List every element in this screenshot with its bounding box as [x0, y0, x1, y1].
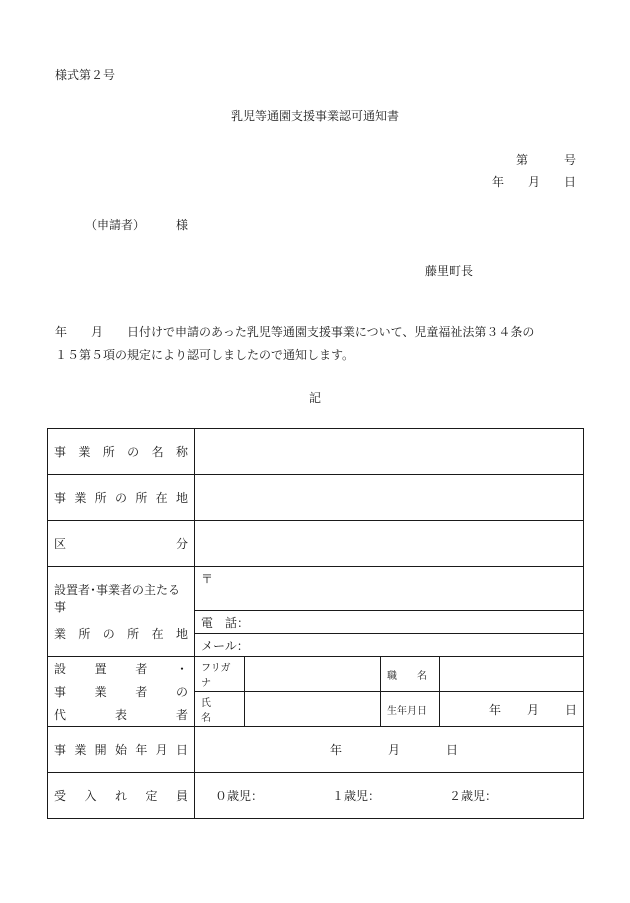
business-name-field[interactable]	[195, 429, 584, 475]
name-label: 氏 名	[195, 692, 245, 727]
representative-label: 設 置 者 ・ 事 業 者 の 代 表 者	[48, 657, 195, 727]
row-capacity	[48, 773, 584, 819]
ref-dai: 第	[516, 153, 529, 167]
furigana-field[interactable]	[245, 657, 381, 692]
business-location-field[interactable]	[195, 475, 584, 521]
honorific: 様	[176, 218, 189, 232]
capacity-field[interactable]	[195, 773, 584, 819]
birthdate-label: 生年月日	[381, 692, 440, 727]
age2-label: ２歳児：	[449, 789, 498, 803]
furigana-label: フリガナ	[195, 657, 245, 692]
applicant-label: （申請者）	[85, 218, 146, 232]
ki-heading: 記	[308, 391, 321, 405]
phone-label: 電 話：	[201, 615, 250, 630]
founder-address-field[interactable]	[195, 567, 584, 611]
email-label: メール：	[201, 638, 249, 653]
name-field[interactable]	[245, 692, 381, 727]
date-year: 年	[492, 175, 505, 189]
row-representative-1	[48, 657, 584, 692]
email-field[interactable]	[195, 634, 584, 657]
form-number: 様式第２号	[55, 68, 116, 82]
details-table	[47, 428, 584, 819]
row-business-location	[48, 475, 584, 521]
age1-label: １歳児：	[332, 789, 381, 803]
row-founder-address	[48, 567, 584, 611]
row-category	[48, 521, 584, 567]
row-business-name	[48, 429, 584, 475]
position-field[interactable]	[440, 657, 584, 692]
position-label: 職 名	[381, 657, 440, 692]
founder-address-label: 設置者･事業者の主たる事 業 所 の 所 在 地	[48, 567, 195, 657]
business-name-label: 事 業 所 の 名 称	[48, 429, 195, 475]
document-title: 乳児等通園支援事業認可通知書	[230, 109, 399, 123]
body-text-line-1: 年 月 日付けで申請のあった乳児等通園支援事業について、児童福祉法第３４条の	[55, 325, 535, 339]
birthdate-field[interactable]: 年 月 日	[440, 692, 584, 727]
start-date-field[interactable]: 年 月 日	[195, 727, 584, 773]
category-label: 区 分	[48, 521, 195, 567]
phone-field[interactable]	[195, 611, 584, 634]
capacity-label: 受 入 れ 定 員	[48, 773, 195, 819]
age0-label: ０歳児：	[215, 789, 264, 803]
category-field[interactable]	[195, 521, 584, 567]
start-date-label: 事 業 開 始 年 月 日	[48, 727, 195, 773]
ref-go: 号	[564, 153, 577, 167]
issuer: 藤里町長	[425, 264, 474, 278]
postal-mark: 〒	[201, 572, 214, 586]
date-day: 日	[564, 175, 577, 189]
date-month: 月	[528, 175, 541, 189]
row-start-date	[48, 727, 584, 773]
business-location-label: 事 業 所 の 所 在 地	[48, 475, 195, 521]
body-text-line-2: １５第５項の規定により認可しましたので通知します。	[55, 348, 355, 362]
